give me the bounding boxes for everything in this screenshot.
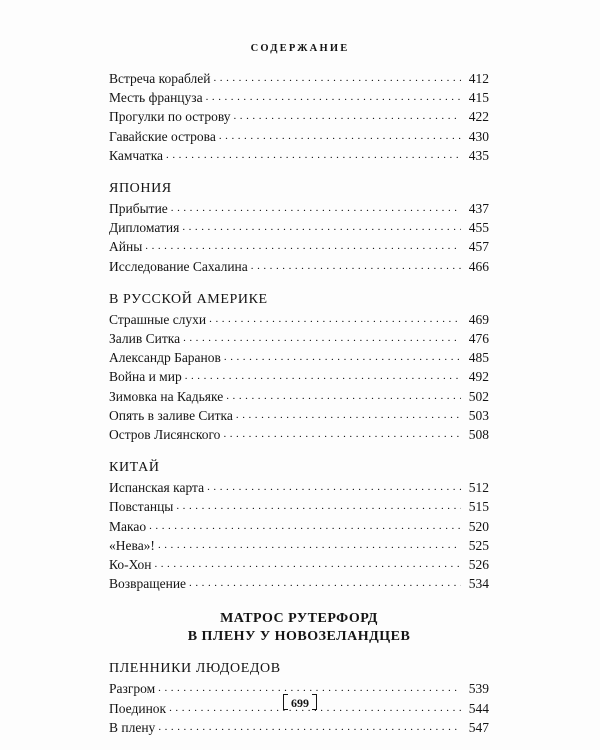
dot-leader — [224, 347, 461, 366]
part-title-line-1: МАТРОС РУТЕРФОРД — [220, 611, 378, 627]
entry-title: Страшные слухи — [109, 311, 207, 327]
entry-page-number: 412 — [468, 71, 489, 86]
entry-page-number: 502 — [468, 388, 489, 404]
dot-leader — [145, 236, 461, 255]
spacer — [109, 646, 489, 660]
entry-page-number: 430 — [468, 128, 489, 144]
entry-page-number: 526 — [468, 557, 489, 573]
toc-groups — [109, 70, 489, 594]
part-title-line-2: В ПЛЕНУ У НОВОЗЕЛАНДЦЕВ — [187, 629, 411, 645]
entry-title: Встреча кораблей — [109, 71, 211, 86]
dot-leader — [166, 145, 461, 164]
dot-leader — [207, 477, 461, 496]
spacer — [109, 594, 489, 610]
entry-title: Разгром — [109, 681, 156, 697]
entry-title: Александр Баранов — [109, 350, 221, 366]
dot-leader — [219, 126, 461, 145]
section-heading: ПЛЕННИКИ ЛЮДОЕДОВ — [109, 661, 281, 677]
entry-page-number: 503 — [468, 407, 489, 423]
entry-title: Месть француза — [109, 90, 203, 106]
dot-leader — [189, 573, 461, 592]
entry-title: Остров Лисянского — [109, 427, 221, 443]
entry-page-number: 457 — [468, 239, 489, 255]
entry-page-number: 547 — [468, 719, 489, 735]
entry-page-number: 476 — [468, 331, 489, 347]
entry-title: Опять в заливе Ситка — [109, 407, 233, 423]
entry-page-number: 469 — [468, 311, 489, 327]
entry-title: Гавайские острова — [109, 128, 216, 144]
toc-entry — [109, 258, 489, 277]
toc-section — [109, 70, 489, 166]
dot-leader — [171, 198, 461, 217]
toc-section — [109, 291, 489, 445]
entry-title: Макао — [109, 518, 147, 534]
spacer — [109, 445, 489, 459]
toc-section — [109, 459, 489, 594]
dot-leader — [158, 535, 461, 554]
spacer — [109, 277, 489, 291]
entry-page-number: 544 — [468, 700, 489, 716]
entry-page-number: 415 — [468, 90, 489, 106]
entry-title: Зимовка на Кадьяке — [109, 388, 224, 404]
folio-right-bracket — [312, 694, 317, 710]
entry-page-number: 455 — [468, 220, 489, 236]
dot-leader — [183, 328, 461, 347]
entry-title: Ко-Хон — [109, 557, 152, 573]
toc-section — [109, 180, 489, 277]
entry-title: Айны — [109, 239, 143, 255]
entry-page-number: 539 — [468, 681, 489, 697]
dot-leader — [234, 106, 462, 125]
dot-leader — [209, 309, 461, 328]
spacer — [109, 166, 489, 180]
entry-title: Прогулки по острову — [109, 109, 231, 125]
toc-entry — [109, 575, 489, 594]
entry-title: Поединок — [109, 700, 167, 716]
dot-leader — [182, 217, 461, 236]
dot-leader — [149, 516, 461, 535]
entry-page-number: 492 — [468, 369, 489, 385]
section-heading: ЯПОНИЯ — [109, 181, 172, 197]
entry-title: Дипломатия — [109, 220, 180, 236]
dot-leader — [176, 496, 461, 515]
entry-title: Испанская карта — [109, 480, 205, 496]
entry-page-number: 525 — [468, 537, 489, 553]
dot-leader — [236, 405, 461, 424]
entry-title: «Нева»! — [109, 537, 155, 553]
section-heading: В РУССКОЙ АМЕРИКЕ — [109, 291, 268, 307]
dot-leader — [226, 386, 461, 405]
entry-page-number: 512 — [468, 480, 489, 496]
entry-page-number: 437 — [468, 201, 489, 217]
entry-title: Залив Ситка — [109, 331, 181, 347]
entry-title: Исследование Сахалина — [109, 258, 248, 274]
entry-title: Возвращение — [109, 576, 187, 592]
entry-page-number: 520 — [468, 518, 489, 534]
entry-page-number: 466 — [468, 258, 489, 274]
entry-page-number: 485 — [468, 350, 489, 366]
toc-entry — [109, 719, 489, 738]
dot-leader — [154, 554, 461, 573]
dot-leader — [213, 68, 461, 87]
part-title — [109, 610, 489, 646]
table-of-contents — [109, 70, 489, 738]
toc-entry — [109, 147, 489, 166]
dot-leader — [158, 717, 461, 736]
entry-page-number: 508 — [468, 427, 489, 443]
entry-title: Камчатка — [109, 147, 164, 163]
dot-leader — [223, 424, 461, 443]
entry-page-number: 435 — [468, 147, 489, 163]
folio-number: 699 — [291, 696, 309, 710]
running-head: СОДЕРЖАНИЕ — [250, 43, 350, 54]
entry-page-number: 515 — [468, 499, 489, 515]
page-number — [0, 694, 600, 711]
entry-title: В плену — [109, 719, 156, 735]
entry-title: Повстанцы — [109, 499, 174, 515]
dot-leader — [206, 87, 461, 106]
entry-page-number: 422 — [468, 109, 489, 125]
toc-entry — [109, 426, 489, 445]
section-heading: КИТАЙ — [109, 460, 160, 476]
dot-leader — [185, 366, 461, 385]
entry-page-number: 534 — [468, 576, 489, 592]
dot-leader — [251, 256, 461, 275]
entry-title: Война и мир — [109, 369, 182, 385]
entry-title: Прибытие — [109, 201, 168, 217]
